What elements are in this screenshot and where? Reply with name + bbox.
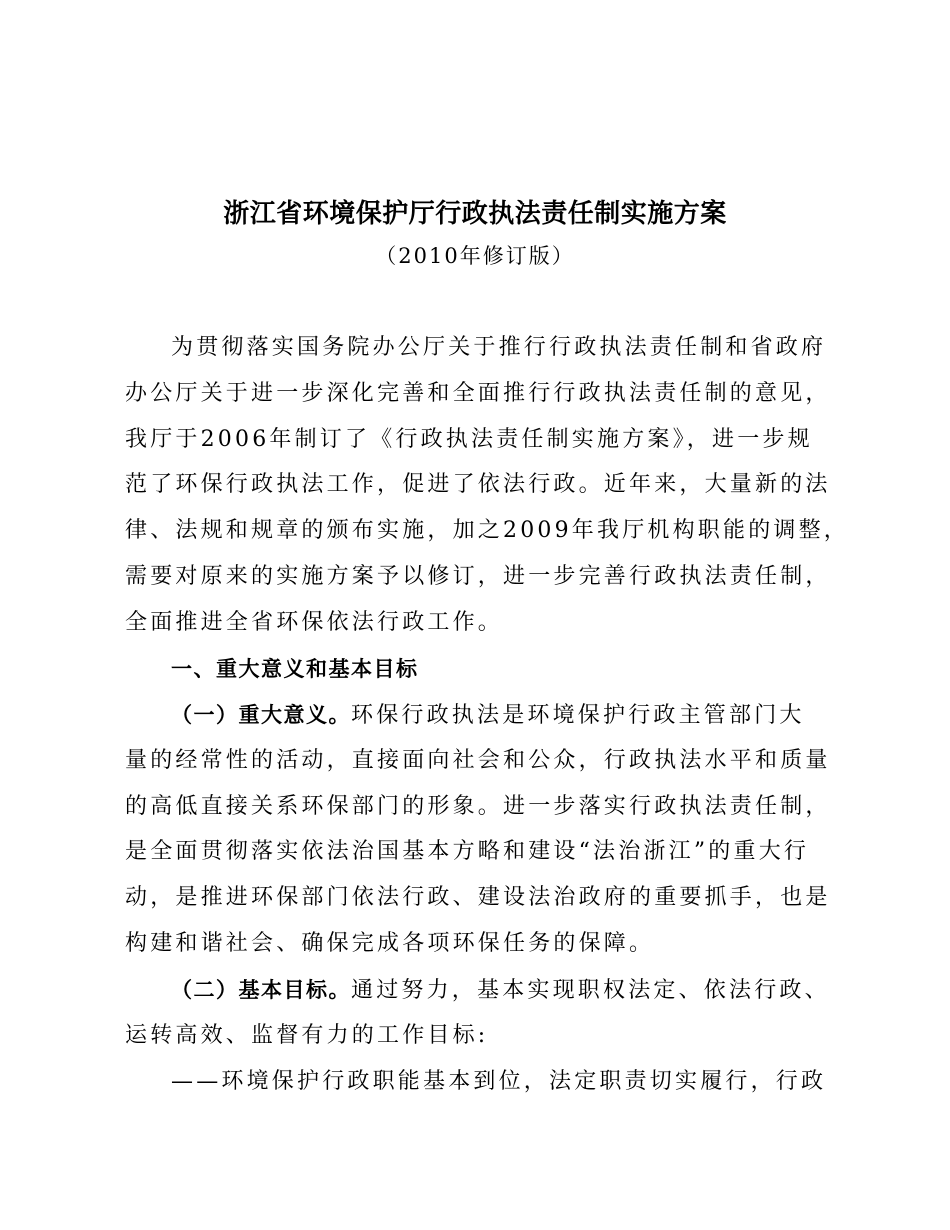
paragraph-line: 律、法规和规章的颁布实施，加之2009年我厅机构职能的调整，	[125, 518, 849, 543]
paragraph-line: 构建和谐社会、确保完成各项环保任务的保障。	[125, 931, 655, 956]
paragraph-line: 为贯彻落实国务院办公厅关于推行行政执法责任制和省政府	[171, 335, 827, 360]
item-text: 环保行政执法是环境保护行政主管部门大	[351, 703, 805, 728]
paragraph-line: 范了环保行政执法工作，促进了依法行政。近年来，大量新的法	[125, 472, 831, 497]
paragraph-line: 运转高效、监督有力的工作目标:	[125, 1023, 489, 1048]
paragraph-line: 量的经常性的活动，直接面向社会和公众，行政执法水平和质量	[125, 748, 831, 773]
paragraph-line: 需要对原来的实施方案予以修订，进一步完善行政执法责任制，	[125, 564, 831, 589]
paragraph-line: 动，是推进环保部门依法行政、建设法治政府的重要抓手，也是	[125, 885, 831, 910]
item-first-line	[171, 697, 891, 734]
paragraph-line: 的高低直接关系环保部门的形象。进一步落实行政执法责任制，	[125, 794, 831, 819]
document-subtitle: （2010年修订版）	[375, 244, 575, 268]
paragraph-line: 全面推进全省环保依法行政工作。	[125, 610, 504, 635]
paragraph-line: 我厅于2006年制订了《行政执法责任制实施方案》，进一步规	[125, 427, 813, 452]
document-title: 浙江省环境保护厅行政执法责任制实施方案	[223, 199, 727, 229]
item-lead: （二）基本目标。	[171, 978, 351, 1002]
item-text: 通过努力，基本实现职权法定、依法行政、	[351, 978, 830, 1003]
paragraph-line: 办公厅关于进一步深化完善和全面推行行政执法责任制的意见，	[125, 381, 831, 406]
paragraph-line: 是全面贯彻落实依法治国基本方略和建设“法治浙江”的重大行	[125, 839, 810, 864]
dash-bullet-line: ——环境保护行政职能基本到位，法定职责切实履行，行政	[171, 1069, 827, 1094]
item-first-line	[171, 972, 891, 1009]
section-heading: 一、重大意义和基本目标	[171, 657, 419, 681]
item-lead: （一）重大意义。	[171, 703, 351, 727]
